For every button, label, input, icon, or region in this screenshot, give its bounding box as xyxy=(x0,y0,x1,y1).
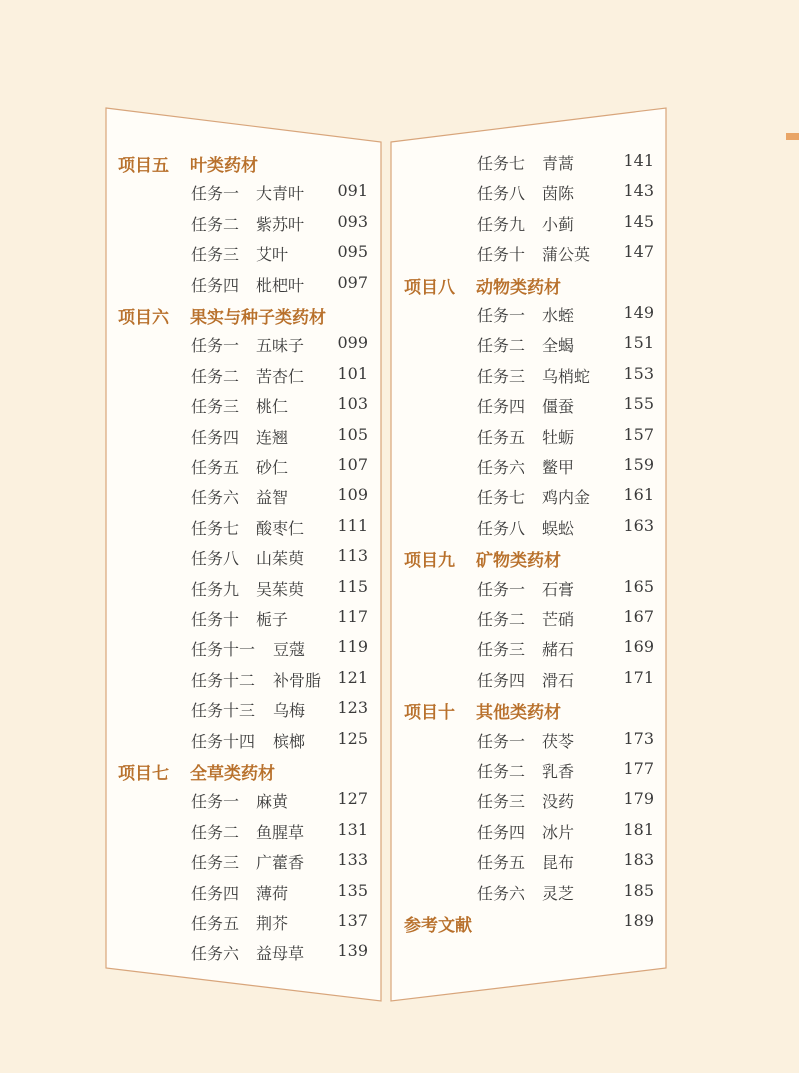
page-number: 167 xyxy=(623,607,654,626)
page-number: 185 xyxy=(623,880,654,900)
task-title: 昆布 xyxy=(542,853,575,873)
task-title: 枇杷叶 xyxy=(256,275,305,295)
task-number: 任务十 xyxy=(191,610,240,629)
task-title: 冰片 xyxy=(542,822,575,842)
task-title: 连翘 xyxy=(256,427,289,447)
task-number: 任务八 xyxy=(477,518,526,538)
page-number: 103 xyxy=(337,394,368,414)
task-title: 鱼腥草 xyxy=(256,822,305,842)
task-number: 任务十三 xyxy=(191,701,256,721)
page-number: 161 xyxy=(623,485,654,505)
task-number: 任务二 xyxy=(191,214,240,234)
page-number: 169 xyxy=(623,637,654,657)
task-title: 茯苓 xyxy=(542,731,575,751)
page-number: 091 xyxy=(337,181,368,201)
task-number: 任务四 xyxy=(477,670,526,690)
task-title: 灵芝 xyxy=(542,883,575,903)
task-title: 砂仁 xyxy=(256,458,289,477)
task-title: 小蓟 xyxy=(542,214,575,234)
task-number: 任务四 xyxy=(477,822,526,842)
page-number: 155 xyxy=(623,394,654,414)
task-number: 任务一 xyxy=(477,306,526,325)
task-title: 蒲公英 xyxy=(542,245,591,265)
page-number: 139 xyxy=(337,941,368,961)
page-number: 151 xyxy=(623,333,654,353)
task-title: 僵蚕 xyxy=(542,397,575,417)
page-number: 173 xyxy=(623,728,654,748)
page-number: 123 xyxy=(337,698,368,718)
page-number: 137 xyxy=(337,911,368,930)
page-number: 183 xyxy=(623,850,654,870)
task-title: 益智 xyxy=(256,488,289,508)
task-number: 任务七 xyxy=(477,488,526,508)
task-number: 任务十 xyxy=(477,245,526,265)
references-title: 参考文献 xyxy=(404,916,472,936)
task-title: 没药 xyxy=(542,792,575,812)
task-title: 鸡内金 xyxy=(542,488,591,508)
task-title: 五味子 xyxy=(256,336,305,356)
page-number: 125 xyxy=(337,728,368,748)
project-number: 项目七 xyxy=(118,764,169,784)
task-title: 乌梅 xyxy=(273,701,306,721)
page-number: 107 xyxy=(337,455,368,474)
task-title: 槟榔 xyxy=(273,731,306,751)
page-number: 113 xyxy=(337,546,368,566)
task-number: 任务四 xyxy=(191,275,240,295)
task-number: 任务三 xyxy=(477,792,526,812)
page-number: 171 xyxy=(623,667,654,687)
task-number: 任务七 xyxy=(191,518,240,538)
task-title: 赭石 xyxy=(542,640,575,660)
task-title: 滑石 xyxy=(542,670,575,690)
page-number: 131 xyxy=(337,819,368,839)
page-number: 117 xyxy=(337,607,368,626)
project-title: 果实与种子类药材 xyxy=(190,308,326,328)
task-number: 任务一 xyxy=(191,792,240,812)
task-number: 任务三 xyxy=(191,245,240,265)
page-number: 159 xyxy=(623,455,654,474)
task-number: 任务十四 xyxy=(191,731,256,751)
page-number: 101 xyxy=(337,363,368,383)
task-number: 任务九 xyxy=(191,579,240,599)
task-number: 任务五 xyxy=(477,853,526,873)
page-number: 145 xyxy=(623,211,654,231)
task-title: 蜈蚣 xyxy=(542,518,575,538)
task-title: 紫苏叶 xyxy=(256,214,305,234)
page-number: 181 xyxy=(623,819,654,839)
task-title: 苦杏仁 xyxy=(256,366,305,386)
page-number: 147 xyxy=(623,242,654,262)
task-number: 任务五 xyxy=(477,427,526,447)
page-number: 135 xyxy=(337,880,368,900)
page-number: 097 xyxy=(337,272,368,292)
task-title: 豆蔻 xyxy=(273,640,306,660)
task-number: 任务四 xyxy=(191,883,240,903)
task-number: 任务九 xyxy=(477,214,526,234)
project-title: 其他类药材 xyxy=(476,703,561,724)
page-number: 157 xyxy=(623,424,654,444)
task-number: 任务一 xyxy=(477,579,526,599)
page-number: 109 xyxy=(337,485,368,505)
task-number: 任务一 xyxy=(191,336,240,356)
task-title: 广藿香 xyxy=(256,853,305,873)
task-title: 芒硝 xyxy=(542,610,575,629)
task-title: 薄荷 xyxy=(256,883,289,903)
project-number: 项目九 xyxy=(404,551,455,572)
project-number: 项目六 xyxy=(118,308,169,328)
page-number: 105 xyxy=(337,424,368,444)
task-number: 任务五 xyxy=(191,458,240,477)
task-title: 艾叶 xyxy=(256,245,289,265)
page-number: 153 xyxy=(623,363,654,383)
task-number: 任务八 xyxy=(191,549,240,569)
task-number: 任务六 xyxy=(477,458,526,477)
task-number: 任务四 xyxy=(191,427,240,447)
task-title: 茵陈 xyxy=(542,184,575,204)
task-title: 牡蛎 xyxy=(542,427,575,447)
task-title: 全蝎 xyxy=(542,336,575,356)
page-number: 189 xyxy=(623,911,654,930)
project-number: 项目五 xyxy=(118,156,169,176)
task-number: 任务七 xyxy=(477,154,526,173)
page-number: 115 xyxy=(337,576,368,596)
page-number: 179 xyxy=(623,789,654,809)
project-number: 项目八 xyxy=(404,277,455,298)
task-title: 酸枣仁 xyxy=(256,518,305,538)
task-number: 任务五 xyxy=(191,914,240,933)
page-number: 099 xyxy=(337,333,368,353)
task-number: 任务三 xyxy=(191,397,240,417)
task-number: 任务二 xyxy=(477,610,526,629)
task-number: 任务一 xyxy=(477,731,526,751)
task-title: 鳖甲 xyxy=(542,458,575,477)
task-number: 任务十二 xyxy=(191,670,256,690)
task-title: 桃仁 xyxy=(256,397,289,417)
page-number: 133 xyxy=(337,850,368,870)
task-number: 任务六 xyxy=(191,944,240,964)
task-number: 任务二 xyxy=(191,822,240,842)
project-number: 项目十 xyxy=(404,703,455,724)
page-number: 165 xyxy=(623,576,654,596)
task-title: 青蒿 xyxy=(542,154,575,173)
page-number: 141 xyxy=(623,151,654,170)
page-number: 119 xyxy=(337,637,368,657)
task-number: 任务二 xyxy=(191,366,240,386)
task-number: 任务四 xyxy=(477,397,526,417)
page-number: 149 xyxy=(623,303,654,322)
task-title: 益母草 xyxy=(256,944,305,964)
page-number: 093 xyxy=(337,211,368,231)
page-number: 111 xyxy=(337,515,368,535)
task-title: 吴茱萸 xyxy=(256,579,305,599)
task-title: 栀子 xyxy=(256,610,289,629)
task-number: 任务三 xyxy=(477,640,526,660)
project-title: 叶类药材 xyxy=(190,156,258,176)
task-title: 石膏 xyxy=(542,579,575,599)
task-title: 山茱萸 xyxy=(256,549,305,569)
page-number: 121 xyxy=(337,667,368,687)
task-number: 任务二 xyxy=(477,336,526,356)
task-title: 水蛭 xyxy=(542,306,575,325)
page-number: 163 xyxy=(623,515,654,535)
task-number: 任务三 xyxy=(477,366,526,386)
task-title: 荆芥 xyxy=(256,914,289,933)
project-title: 矿物类药材 xyxy=(476,551,561,572)
task-number: 任务二 xyxy=(477,762,526,781)
task-title: 大青叶 xyxy=(256,184,305,204)
task-title: 乌梢蛇 xyxy=(542,366,591,386)
task-title: 补骨脂 xyxy=(273,670,322,690)
task-number: 任务一 xyxy=(191,184,240,204)
task-number: 任务三 xyxy=(191,853,240,873)
page-number: 143 xyxy=(623,181,654,201)
task-number: 任务十一 xyxy=(191,640,256,660)
task-title: 乳香 xyxy=(542,762,575,781)
project-title: 动物类药材 xyxy=(476,277,561,298)
project-title: 全草类药材 xyxy=(190,764,275,784)
task-title: 麻黄 xyxy=(256,792,289,812)
task-number: 任务六 xyxy=(191,488,240,508)
page-number: 177 xyxy=(623,759,654,778)
page-number: 095 xyxy=(337,242,368,262)
task-number: 任务六 xyxy=(477,883,526,903)
page-number: 127 xyxy=(337,789,368,809)
task-number: 任务八 xyxy=(477,184,526,204)
